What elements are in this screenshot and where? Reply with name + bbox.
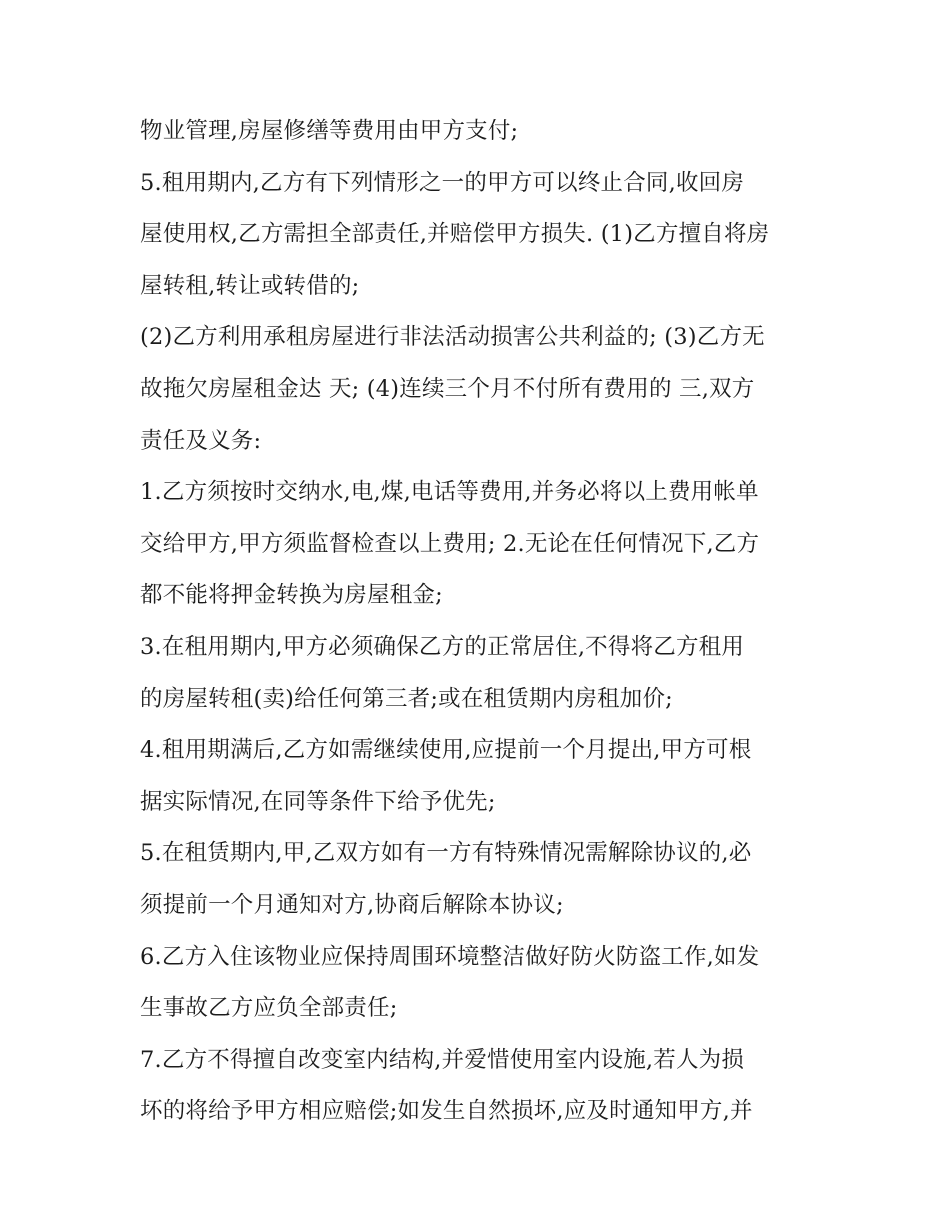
text-line: 生事故乙方应负全部责任; [140,995,398,1022]
text-line: 责任及义务: [140,427,262,454]
text-line: 故拖欠房屋租金达 天; (4)连续三个月不付所有费用的 三,双方 [140,375,755,402]
text-line: 交给甲方,甲方须监督检查以上费用; 2.无论在任何情况下,乙方 [140,530,760,557]
text-line: 3.在租用期内,甲方必须确保乙方的正常居住,不得将乙方租用 [140,633,745,660]
text-line: 4.租用期满后,乙方如需继续使用,应提前一个月提出,甲方可根 [140,737,752,764]
text-line: 屋转租,转让或转借的; [140,272,360,299]
text-line: 物业管理,房屋修缮等费用由甲方支付; [140,118,519,144]
text-line: 5.租用期内,乙方有下列情形之一的甲方可以终止合同,收回房 [140,169,745,196]
text-line: 坏的将给予甲方相应赔偿;如发生自然损坏,应及时通知甲方,并 [140,1098,753,1125]
text-line: 1.乙方须按时交纳水,电,煤,电话等费用,并务必将以上费用帐单 [140,479,759,506]
text-line: 据实际情况,在同等条件下给予优先; [140,788,496,815]
text-line: 6.乙方入住该物业应保持周围环境整洁做好防火防盗工作,如发 [140,943,760,970]
text-line: 7.乙方不得擅自改变室内结构,并爱惜使用室内设施,若人为损 [140,1046,745,1073]
document-body [140,106,820,1138]
text-line: 屋使用权,乙方需担全部责任,并赔偿甲方损失. (1)乙方擅自将房 [140,221,770,248]
text-line: 的房屋转租(卖)给任何第三者;或在租赁期内房租加价; [140,685,673,712]
text-line: 5.在租赁期内,甲,乙双方如有一方有特殊情况需解除协议的,必 [140,840,752,867]
text-line: 都不能将押金转换为房屋租金; [140,582,443,609]
text-line: 须提前一个月通知对方,协商后解除本协议; [140,891,564,918]
text-line: (2)乙方利用承租房屋进行非法活动损害公共利益的; (3)乙方无 [140,324,765,351]
